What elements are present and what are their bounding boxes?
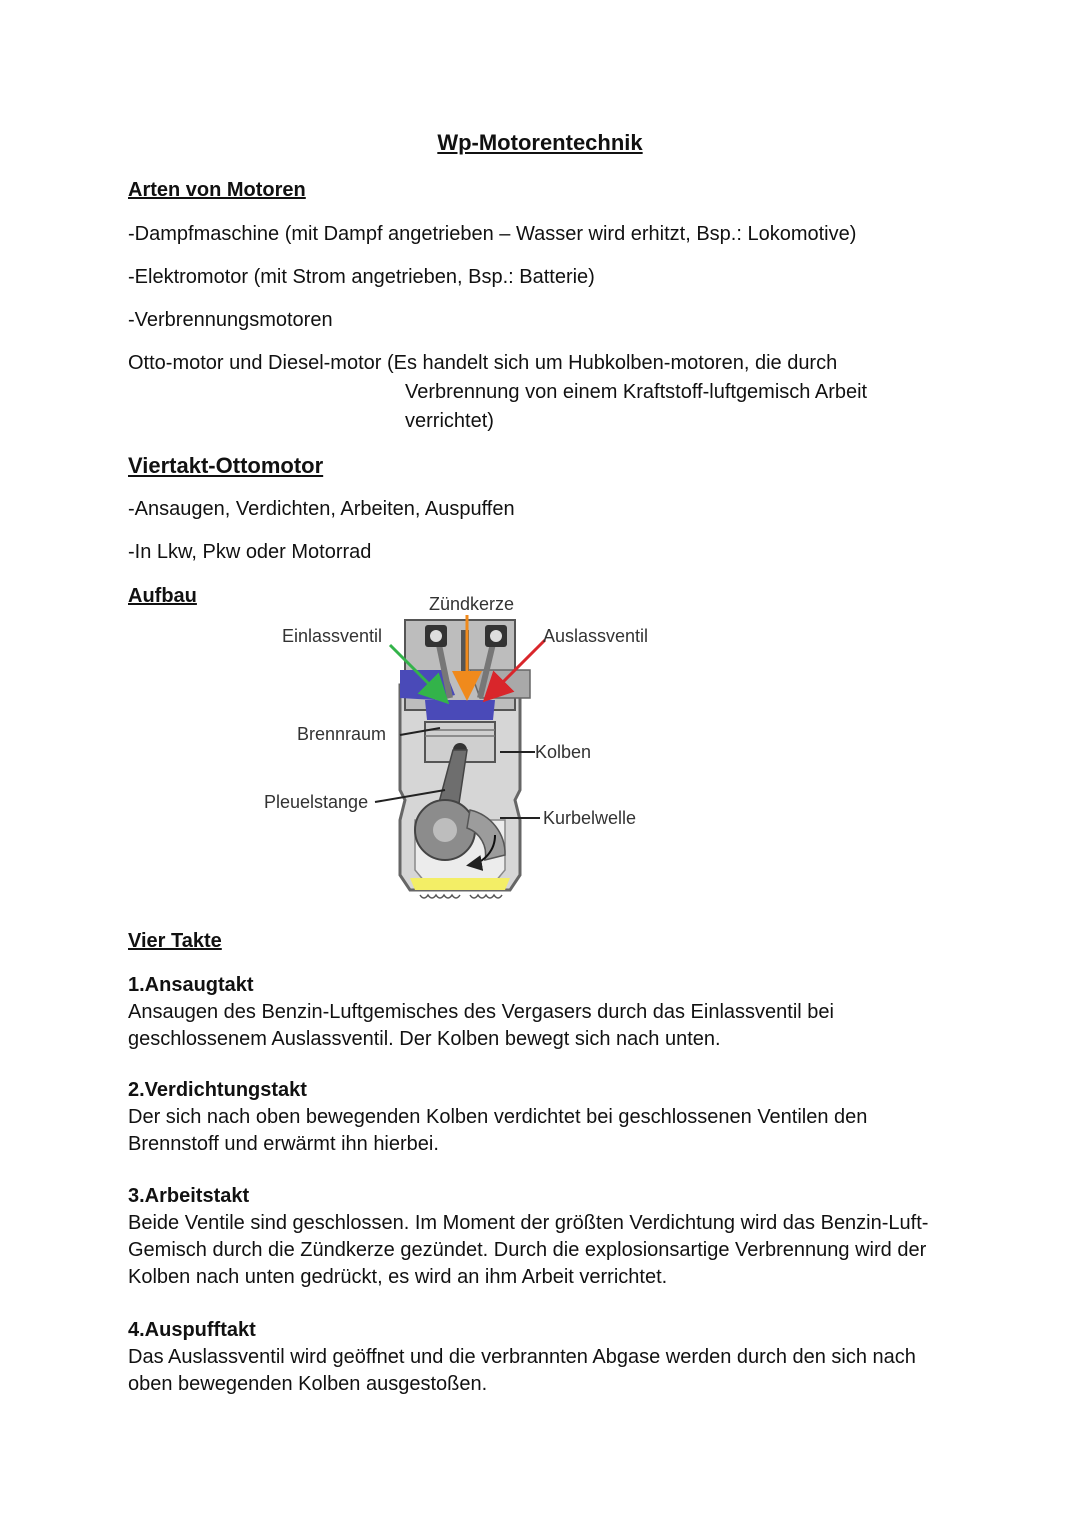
step-text: Der sich nach oben bewegenden Kolben verdichtet bei geschlossenen Ventilen den Brennstoff und erwärmt ihn hierbei.: [128, 1106, 868, 1155]
otto-diesel-line-2: Verbrennung von einem Kraftstoff-luftgemisch Arbeit: [405, 381, 868, 403]
otto-diesel-line-3: verrichtet): [405, 410, 494, 432]
heading-arten-von-motoren: Arten von Motoren: [128, 179, 306, 201]
step-text: Ansaugen des Benzin-Luftgemisches des Vergasers durch das Einlassventil bei geschlossenem Auslassventil. Der Kolben bewegt sich nach unten.: [128, 1001, 834, 1050]
step-4: [128, 1317, 948, 1398]
heading-aufbau: Aufbau: [128, 585, 197, 607]
step-text: Das Auslassventil wird geöffnet und die verbrannten Abgase werden durch den sich nach oben bewegenden Kolben ausgestoßen.: [128, 1346, 916, 1395]
list-item: -In Lkw, Pkw oder Motorrad: [128, 541, 372, 563]
combustion-chamber: [425, 700, 495, 720]
label-kurbelwelle: Kurbelwelle: [543, 808, 637, 828]
heading-viertakt-ottomotor: Viertakt-Ottomotor: [128, 453, 324, 478]
label-brennraum: Brennraum: [297, 724, 387, 744]
label-einlassventil: Einlassventil: [282, 626, 383, 646]
list-item: -Dampfmaschine (mit Dampf angetrieben – Wasser wird erhitzt, Bsp.: Lokomotive): [128, 223, 857, 245]
step-2: [128, 1077, 948, 1158]
page-title: Wp-Motorentechnik: [437, 130, 643, 155]
engine-diagram: [255, 590, 665, 915]
step-title: 1.Ansaugtakt: [128, 974, 254, 996]
label-pleuelstange: Pleuelstange: [264, 792, 369, 812]
step-3: [128, 1183, 948, 1291]
step-title: 4.Auspufftakt: [128, 1319, 256, 1341]
cylinder-head: [400, 620, 530, 710]
otto-diesel-line-1: (Es handelt sich um Hubkolben-motoren, die durch: [386, 352, 838, 374]
engine-diagram-svg: [255, 590, 665, 915]
otto-diesel-lead: [128, 350, 837, 377]
list-item: -Ansaugen, Verdichten, Arbeiten, Auspuffen: [128, 498, 515, 520]
list-item: -Elektromotor (mit Strom angetrieben, Bsp.: Batterie): [128, 266, 595, 288]
step-1: [128, 972, 948, 1053]
step-title: 2.Verdichtungstakt: [128, 1079, 307, 1101]
step-title: 3.Arbeitstakt: [128, 1185, 250, 1207]
otto-diesel-label: Otto-motor und Diesel-motor: [128, 352, 382, 374]
oil-sump: [410, 878, 510, 890]
label-kolben: Kolben: [535, 742, 592, 762]
label-auslassventil: Auslassventil: [543, 626, 649, 646]
label-zuendkerze: Zündkerze: [429, 594, 515, 614]
step-text: Beide Ventile sind geschlossen. Im Moment der größten Verdichtung wird das Benzin-Luft-Gemisch durch die Zündkerze gezündet. Durch die explosionsartige Verbrennung wird der Kolben nach unten gedrückt, es wird an ihm Arbeit verrichtet.: [128, 1212, 929, 1288]
heading-vier-takte: Vier Takte: [128, 930, 222, 952]
list-item: -Verbrennungsmotoren: [128, 309, 333, 331]
